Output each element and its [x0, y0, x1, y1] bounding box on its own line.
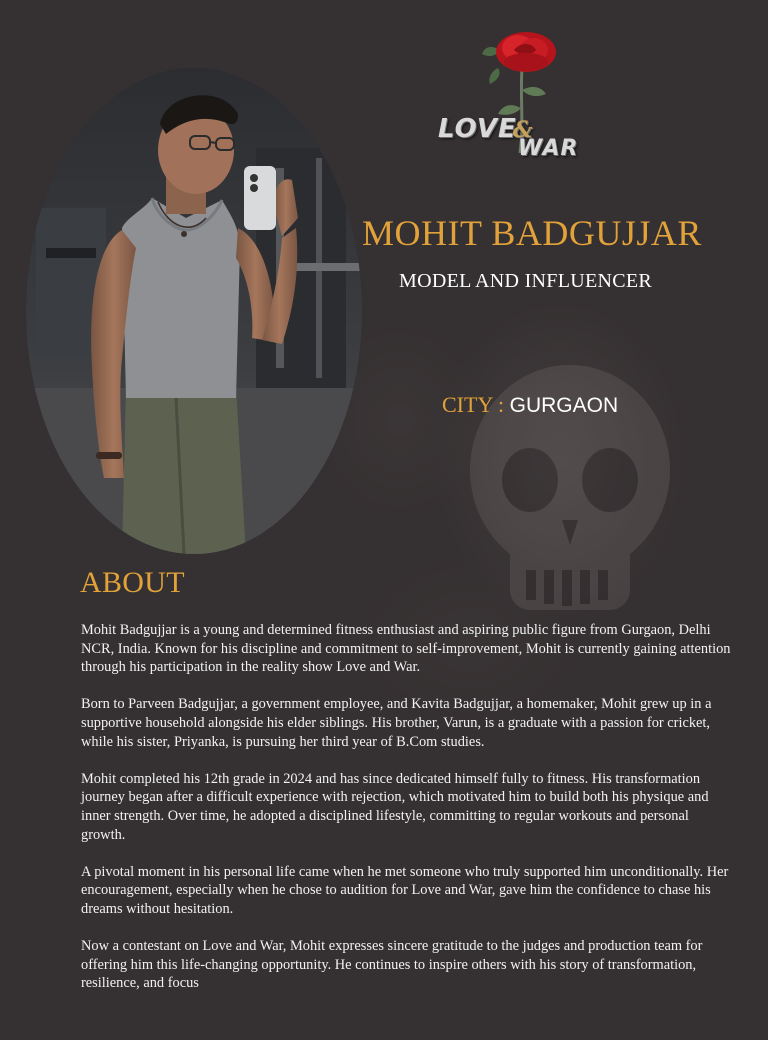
about-heading: ABOUT [80, 566, 185, 599]
about-paragraph: A pivotal moment in his personal life came when he met someone who truly supported him unconditionally. Her encouragement, especially when he chose to audition for Love and War, gave him the confidence to chase his dreams without hesitation. [81, 863, 729, 917]
person-name-heading: MOHIT BADGUJJAR [362, 213, 702, 253]
city-label: CITY [442, 392, 493, 417]
logo-wordmark-war: WAR [518, 136, 579, 161]
profile-photo [26, 68, 362, 554]
person-role: MODEL AND INFLUENCER [399, 270, 653, 292]
city-value: GURGAON [509, 394, 619, 417]
about-paragraph: Now a contestant on Love and War, Mohit expresses sincere gratitude to the judges and production team for offering him this life-changing opportunity. He continues to inspire others with his story of transformation, resilience, and focus [81, 938, 703, 992]
city-separator: : [492, 392, 510, 417]
about-body [81, 621, 731, 1011]
logo-ampersand: & [512, 117, 534, 143]
love-and-war-logo [430, 28, 600, 161]
about-paragraph: Mohit Badgujjar is a young and determined fitness enthusiast and aspiring public figure from Gurgaon, Delhi NCR, India. Known for his discipline and commitment to self-improvement, Mohit is currently gaining attention through his participation in the reality show Love and War. [81, 622, 731, 676]
logo-wordmark-love: LOVE& [438, 114, 534, 144]
about-paragraph: Born to Parveen Badgujjar, a government employee, and Kavita Badgujjar, a homemaker, Mohit grew up in a supportive household alongside his elder siblings. His brother, Varun, is a graduate with a passion for cricket, while his sister, Priyanka, is pursuing her third year of B.Com studies. [81, 696, 712, 750]
about-paragraph: Mohit completed his 12th grade in 2024 and has since dedicated himself fully to fitness. His transformation journey began after a difficult experience with rejection, which motivated him to build both his physique and inner strength. Over time, he adopted a disciplined lifestyle, committing to regular workouts and personal growth. [81, 770, 709, 843]
gym-selfie-image [26, 68, 362, 554]
city-line [442, 392, 618, 418]
